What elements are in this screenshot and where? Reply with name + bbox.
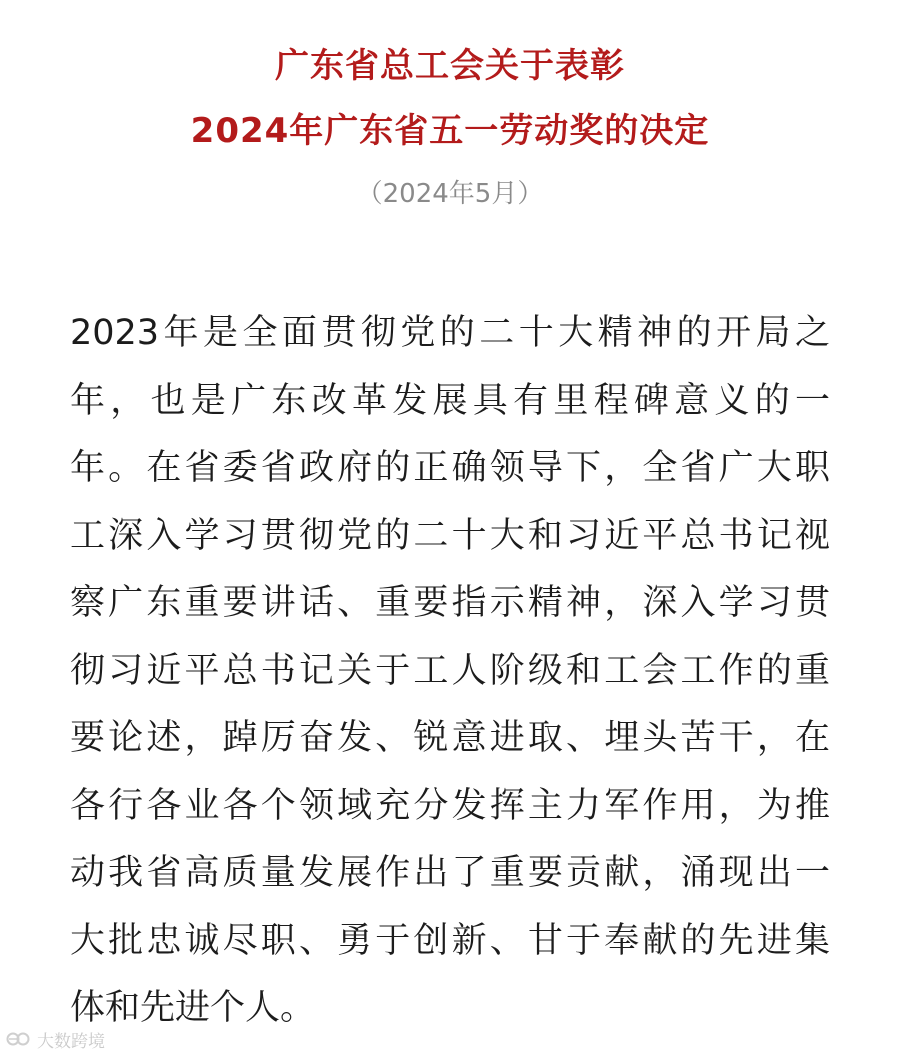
body-line: 察广东重要讲话、重要指示精神，深入学习贯 [70, 583, 830, 623]
body-line: 彻习近平总书记关于工人阶级和工会工作的重 [70, 650, 830, 691]
watermark-text: 大数跨境 [37, 1031, 105, 1052]
body-line: 年。在省委省政府的正确领导下，全省广大职 [70, 448, 830, 488]
document-title-line-1: 广东省总工会关于表彰 [275, 46, 625, 86]
body-line: 体和先进个人。 [70, 988, 316, 1028]
document-title-line-2: 2024年广东省五一劳动奖的决定 [190, 111, 710, 151]
body-line: 大批忠诚尽职、勇于创新、甘于奉献的先进集 [70, 920, 830, 961]
document-date: （2024年5月） [356, 179, 544, 209]
body-line: 各行各业各个领域充分发挥主力军作用，为推 [70, 785, 830, 826]
body-line: 年，也是广东改革发展具有里程碑意义的一 [70, 380, 830, 421]
document-body [70, 300, 830, 1043]
body-line: 要论述，踔厉奋发、锐意进取、埋头苦干，在 [70, 718, 830, 758]
body-line: 工深入学习贯彻党的二十大和习近平总书记视 [70, 515, 830, 556]
body-line: 2023年是全面贯彻党的二十大精神的开局之 [70, 313, 830, 353]
watermark [6, 1026, 105, 1052]
brand-logo-icon [6, 1028, 32, 1050]
body-line: 动我省高质量发展作出了重要贡献，涌现出一 [70, 853, 830, 893]
